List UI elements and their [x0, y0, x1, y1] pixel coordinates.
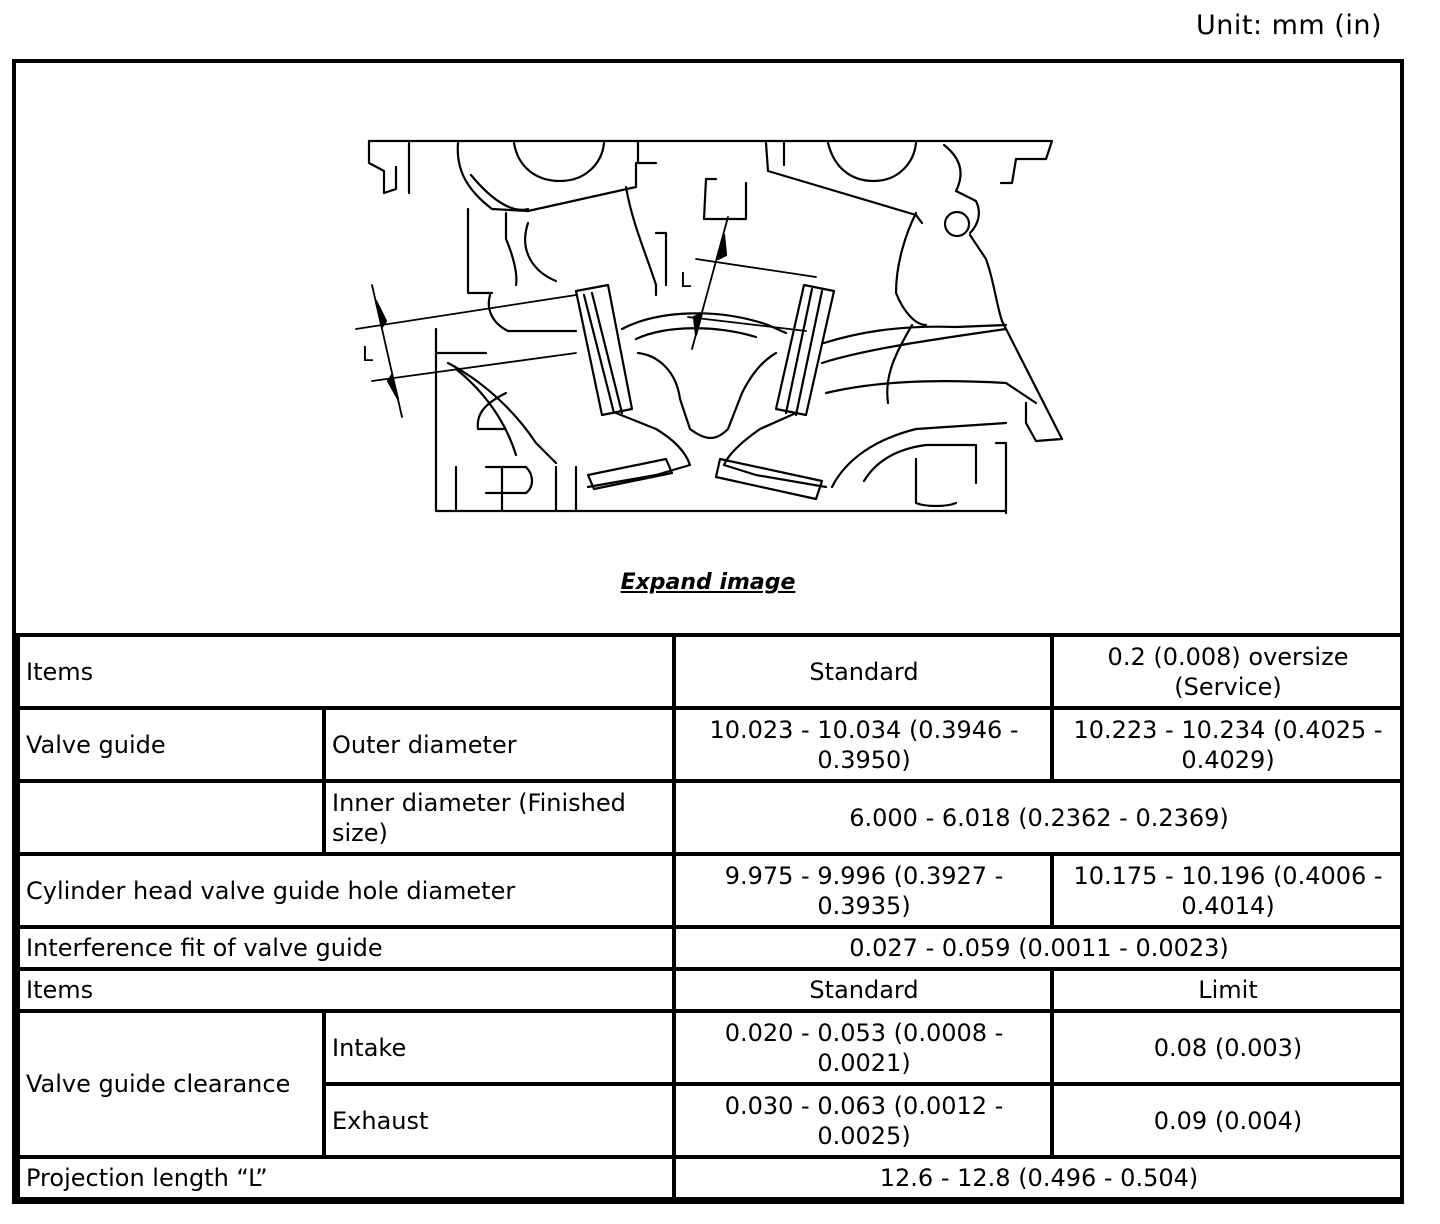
header-oversize: 0.2 (0.008) oversize (Service) — [1052, 635, 1402, 708]
header2-items: Items — [18, 969, 674, 1011]
table-row — [18, 708, 1402, 781]
spec-frame — [12, 59, 1404, 1204]
projection-label: Projection length “L” — [18, 1157, 674, 1199]
header-items: Items — [18, 635, 674, 708]
intake-label: Intake — [324, 1011, 674, 1084]
table-row — [18, 927, 1402, 969]
outer-diameter-label: Outer diameter — [324, 708, 674, 781]
header2-standard: Standard — [674, 969, 1052, 1011]
unit-label: Unit: mm (in) — [1195, 10, 1382, 41]
exhaust-limit: 0.09 (0.004) — [1052, 1084, 1402, 1157]
clearance-label: Valve guide clearance — [18, 1011, 324, 1157]
exhaust-label: Exhaust — [324, 1084, 674, 1157]
table-row — [18, 969, 1402, 1011]
expand-image-link[interactable]: Expand image — [620, 570, 796, 595]
cylinder-head-diagram — [16, 63, 1400, 563]
exhaust-standard: 0.030 - 0.063 (0.0012 - 0.0025) — [674, 1084, 1052, 1157]
empty-cell — [18, 781, 324, 854]
hole-diameter-label: Cylinder head valve guide hole diameter — [18, 854, 674, 927]
inner-diameter-label: Inner diameter (Finished size) — [324, 781, 674, 854]
table-row — [18, 1157, 1402, 1199]
callout-l-top: L — [680, 268, 692, 292]
hole-diameter-oversize: 10.175 - 10.196 (0.4006 - 0.4014) — [1052, 854, 1402, 927]
interference-label: Interference fit of valve guide — [18, 927, 674, 969]
outer-diameter-standard: 10.023 - 10.034 (0.3946 - 0.3950) — [674, 708, 1052, 781]
interference-value: 0.027 - 0.059 (0.0011 - 0.0023) — [674, 927, 1402, 969]
intake-limit: 0.08 (0.003) — [1052, 1011, 1402, 1084]
header-standard: Standard — [674, 635, 1052, 708]
projection-value: 12.6 - 12.8 (0.496 - 0.504) — [674, 1157, 1402, 1199]
header2-limit: Limit — [1052, 969, 1402, 1011]
figure-area — [16, 63, 1400, 633]
table-row — [18, 1011, 1402, 1084]
intake-standard: 0.020 - 0.053 (0.0008 - 0.0021) — [674, 1011, 1052, 1084]
callout-l-left: L — [362, 342, 374, 366]
valve-guide-label: Valve guide — [18, 708, 324, 781]
inner-diameter-value: 6.000 - 6.018 (0.2362 - 0.2369) — [674, 781, 1402, 854]
table-row — [18, 854, 1402, 927]
table-row — [18, 781, 1402, 854]
spec-table — [16, 633, 1404, 1201]
table-row — [18, 635, 1402, 708]
outer-diameter-oversize: 10.223 - 10.234 (0.4025 - 0.4029) — [1052, 708, 1402, 781]
hole-diameter-standard: 9.975 - 9.996 (0.3927 - 0.3935) — [674, 854, 1052, 927]
